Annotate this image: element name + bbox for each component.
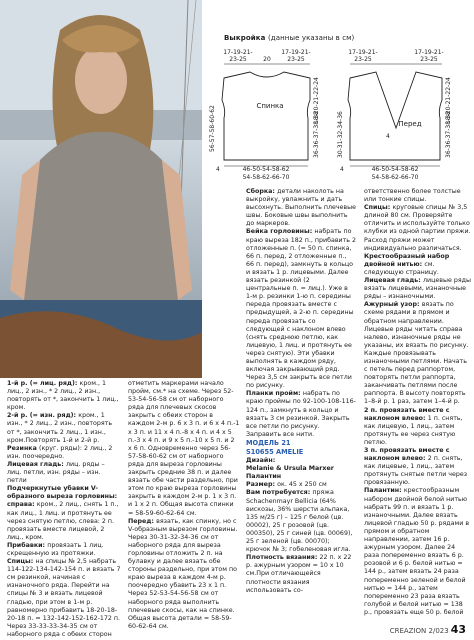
body-text: лицевые ряды вязать лицевыми, изнаночные ряды – изнаночными. — [364, 277, 471, 301]
body-text: детали наколоть на выкройку, увлажнить и дать высохнуть. Выполнить плечевые швы. Боковые швы выполнить до маркеров. — [246, 188, 356, 228]
paragraph — [7, 380, 121, 412]
section-heading: 2 п. провязать вместе с наклоном влево: — [364, 406, 450, 422]
svg-text:23-25: 23-25 — [420, 56, 438, 63]
section-heading: Бейка горловины: — [246, 228, 315, 236]
front-bottom2: 54-58-62-66-70 — [371, 174, 419, 181]
paragraph — [246, 465, 356, 473]
body-text: 2 п. снять, как лицевые, 1 лиц., затем протянуть снятые петли через провязанную. — [364, 455, 468, 487]
body-text: вязать по схеме рядами в прямом и обратном направлении. Лицевые ряды читать справа налево, изнаночные ряды не указаны, их вязать по рисунку. Каждые провязывать изнаночными петлями. Начать с петель перед раппортом, повторять петли раппорта, заканчивать петлями после раппорта. В высоту повторять 1–8-й р. 1 раз, затем 1–4-й р. — [364, 301, 469, 406]
front-neck: 4 — [386, 133, 390, 140]
body-text: ок. 45 х 250 см — [277, 481, 327, 489]
paragraph — [128, 380, 240, 518]
back-top-right: 17-19-21- — [281, 49, 311, 56]
footer-brand: CREAZION 2/023 — [389, 627, 449, 635]
back-right-vert2: 36-36-37-38-38 — [313, 111, 320, 158]
paragraph — [7, 445, 121, 461]
paragraph — [7, 461, 121, 485]
section-heading: Дизайн: — [246, 457, 276, 465]
paragraph — [246, 188, 356, 228]
svg-text:23-25: 23-25 — [354, 56, 372, 63]
paragraph — [246, 489, 356, 554]
front-right-vert2: 36-36-37-38-38 — [445, 111, 452, 158]
body-text: пряжа Schachenmayr Bellicia (64% вискозы, 36% шерсти альпака, 135 м/25 г) – 125 г белой (цв. 00002), 25 г розовой (цв. 000350), 25 г синей (цв. 00069), 25 г зеленой (цв. 00070); крючок № 3; гобеленовая игла. — [246, 489, 353, 554]
front-top-right: 17-19-21- — [414, 49, 444, 56]
model-photo — [0, 0, 202, 378]
body-text: Повторять 1-й и 2-й р. — [25, 436, 100, 444]
paragraph — [246, 473, 356, 481]
paragraph — [246, 228, 356, 390]
section-heading: Лицевая гладь: — [364, 277, 423, 285]
paragraph — [7, 542, 121, 558]
svg-text:23-25: 23-25 — [287, 56, 305, 63]
body-text: (круг. ряды): 2 лиц., 2 изн. поочередно. — [7, 444, 113, 460]
back-bottom2: 54-58-62-66-70 — [242, 174, 290, 181]
section-heading: Плотность вязания: — [246, 554, 320, 562]
section-heading: Спицы: — [364, 204, 393, 212]
body-text: провязать 1 лиц. скрещенную из протяжки. — [7, 541, 104, 557]
paragraph — [128, 518, 240, 631]
back-piece — [209, 49, 320, 181]
body-text: крестообразным набором двойной белой нитью набрать 99 п. и вязать 1 р. изнаночными. Далее вязать лицевой гладью 50 р. рядами в прямом и обратном направлении, затем 16 р. ажурным узором. Далее 24 раза попеременно вязать 6 р. розовой и 6 р. белой нитью = 144 р., затем вязать 24 раза попеременно зеленой и белой нитью = 144 р., затем попеременно 23 раза вязать голубой и белой нитью = 138 р., провязать еще 50 р. белой — [364, 487, 470, 616]
front-bottom-side: 4 — [340, 166, 344, 173]
body-text: ответственно более толстые или тонкие спицы. — [364, 188, 461, 204]
back-top-center: 20 — [263, 56, 271, 63]
back-label: Спинка — [256, 102, 284, 110]
body-text: набрать по краю проймы по 92-100-108-116-124 п., замкнуть в кольцо и вязать 3 см резинкой. Закрыть все петли по рисунку. Заправить все нити. — [246, 390, 356, 438]
schema-title-text: Выкройка — [224, 34, 266, 42]
section-heading: Палантин — [246, 473, 282, 481]
paragraph — [364, 204, 472, 253]
paragraph — [364, 253, 472, 277]
front-right-vert1: 18-20-21-22-24 — [445, 77, 452, 124]
text-column-3 — [246, 188, 356, 595]
paragraph — [364, 301, 472, 406]
body-text: набрать по краю выреза 182 п., прибавить 2 отложенные п. (= 50 п. спинка, 66 п. перед, 2 отложенные п., 66 п. перед), замкнуть в кольцо и вязать 1 р. лицевыми. Далее вязать резинкой (2 центральные п. = лиц.). Уже в 1-м р. резинки 1-ю п. середины переда провязать вместе с предыдущей, а 2-ю п. середины переда провязать со следующей с наклоном влево (снять среднюю петлю, как лицевую, 1 лиц. и протянуть ее через снятую). Эти убавки выполнять в каждом ряду, включая закрывающий ряд. Через 3,5 см закрыть все петли по рисунку. — [246, 228, 357, 390]
section-heading: Прибавки: — [7, 541, 48, 549]
back-right-vert1: 18-20-21-22-24 — [313, 77, 320, 124]
section-heading: Перед: — [128, 517, 157, 525]
model-heading: МОДЕЛЬ 21 — [246, 438, 291, 447]
text-column-4 — [364, 188, 472, 617]
body-text: на спицы № 2,5 набрать 114-122-134-142-154 п. и вязать 7 см резинкой, начиная с изнаночного ряда. Перейти на спицы № 3 и вязать лицевой гладью, при этом в 1-м р. равномерно прибавить 18-20-18-20-18 п. = 132-142-152-162-172 п. Через 33-33-33-34-35 см от наборного ряда с обеих сторон — [7, 558, 121, 638]
front-label: Перед — [398, 120, 422, 128]
body-text: кром., 2 лиц., снять 1 п., как лиц., 1 лиц. и протянуть ее через снятую петлю, слева: 2 п. провязать вместе лицевой, 2 лиц., кром. — [7, 501, 119, 541]
paragraph — [364, 487, 472, 617]
section-heading: Крестообразный набор двойной нитью: — [364, 252, 450, 268]
paragraph — [246, 390, 356, 439]
back-left-vert: 56-57-58-60-62 — [209, 105, 216, 152]
text-column-2 — [128, 380, 240, 631]
body-text: При отличающейся плотности вязания использовать со- — [246, 570, 321, 594]
pattern-schema — [200, 42, 472, 182]
paragraph — [7, 412, 121, 444]
paragraph — [246, 554, 356, 594]
back-top-left: 17-19-21- — [223, 49, 253, 56]
section-heading: Сборка: — [246, 188, 278, 195]
section-heading: Планки пройм: — [246, 390, 303, 398]
paragraph — [364, 447, 472, 487]
body-text: кром., 1 изн., * 2 лиц., 2 изн., повторять от *, закончить 2 лиц., 1 изн., кром. — [7, 412, 113, 444]
paragraph — [246, 457, 356, 465]
body-text: отметить маркерами начало пройм, см.* на схеме. Через 52-53-54-56-58 см от наборного ряда для плечевых скосов закрыть с обеих сторон в каждом 2-м р. 6 х 3 п. и 6 х 4 п.-1 х 3 п. и 11 х 4 п.-8 х 4 п. и 4 х 5 п.-3 х 4 п. и 9 х 5 п.-10 х 5 п. и 2 х 6 п. Одновременно через 56-57-58-60-62 см от наборного ряда для выреза горловины закрыть средние 38 п. и далее вязать обе части раздельно, при этом по краю выреза горловины закрыть в каждом 2-м р. 1 х 3 п. и 1 х 2 п. Общая высота спинки = 58-59-60-62-64 см. — [128, 380, 240, 517]
text-column-1 — [7, 380, 121, 639]
front-bottom1: 46-50-54-58-62 — [371, 166, 419, 173]
body-text: круговые спицы № 3,5 длиной 80 см. Проверяйте отличить и используйте только клубки из одной партии пряжи. Расход пряжи может индивидуально различаться. — [364, 204, 471, 252]
body-text: вязать, как спинку, но с V-образным вырезом горловины. Через 30-31-32-34-36 см от наборного ряда для выреза горловины отложить 2 п. на булавку и далее вязать обе стороны раздельно, при этом по краю выреза в каждом 4-м р. поочередно убавить 23 х 1 п. Через 52-53-54-56-58 см от наборного ряда выполнить плечевые скосы, как на спинке. Общая высота детали = 58-59-60-62-64 см. — [128, 517, 238, 630]
front-piece — [337, 49, 452, 181]
body-text: см. следующую страницу. — [364, 260, 439, 276]
section-heading: Палантин: — [364, 487, 404, 495]
body-text: 1 п. снять, как лицевую, 1 лиц., затем протянуть ее через снятую петлю. — [364, 414, 463, 446]
section-heading: Вам потребуется: — [246, 489, 313, 497]
section-heading: 3 п. провязать вместе с наклоном влево: — [364, 447, 450, 463]
section-heading: Размер: — [246, 481, 278, 489]
paragraph — [364, 188, 472, 204]
body-text: кром., 1 лиц., 2 изн., * 2 лиц., 2 изн., повторять от *, закончить 1 лиц., кром. — [7, 380, 119, 412]
front-left-vert: 30-31-32-34-36 — [337, 111, 344, 158]
schema-title — [224, 34, 354, 42]
svg-text:23-25: 23-25 — [229, 56, 247, 63]
page-number: 43 — [450, 623, 466, 636]
paragraph — [246, 448, 356, 457]
section-heading: Подчеркнутые убавки V-образного выреза горловины: справа: — [7, 485, 118, 509]
body-text: лиц. ряды – лиц. петли, изн. ряды – изн. петли — [7, 460, 105, 485]
paragraph — [246, 439, 356, 448]
front-top-left: 17-19-21- — [348, 49, 378, 56]
section-heading: Резинка — [7, 444, 40, 452]
back-bottom-side: 4 — [216, 166, 220, 173]
paragraph — [7, 485, 121, 542]
section-heading: Ажурный узор: — [364, 301, 422, 309]
photo-illustration — [0, 0, 202, 378]
section-heading: Спицы: — [7, 558, 36, 566]
section-heading: Лицевая гладь: — [7, 460, 66, 468]
page-footer — [390, 623, 466, 636]
paragraph — [7, 558, 121, 639]
section-heading: 1-й р. (= лиц. ряд): — [7, 380, 80, 387]
paragraph — [364, 407, 472, 447]
section-heading: 2-й р. (= изн. ряд): — [7, 412, 79, 420]
body-text: 22 п. х 22 р. ажурным узором = 10 х 10 см. — [246, 554, 352, 578]
model-heading: S10655 AMELIE — [246, 448, 304, 456]
schema-subtitle: (данные указаны в см) — [267, 34, 355, 42]
paragraph — [364, 277, 472, 301]
section-heading: Melanie & Ursula Marxer — [246, 465, 334, 473]
back-bottom1: 46-50-54-58-62 — [242, 166, 290, 173]
